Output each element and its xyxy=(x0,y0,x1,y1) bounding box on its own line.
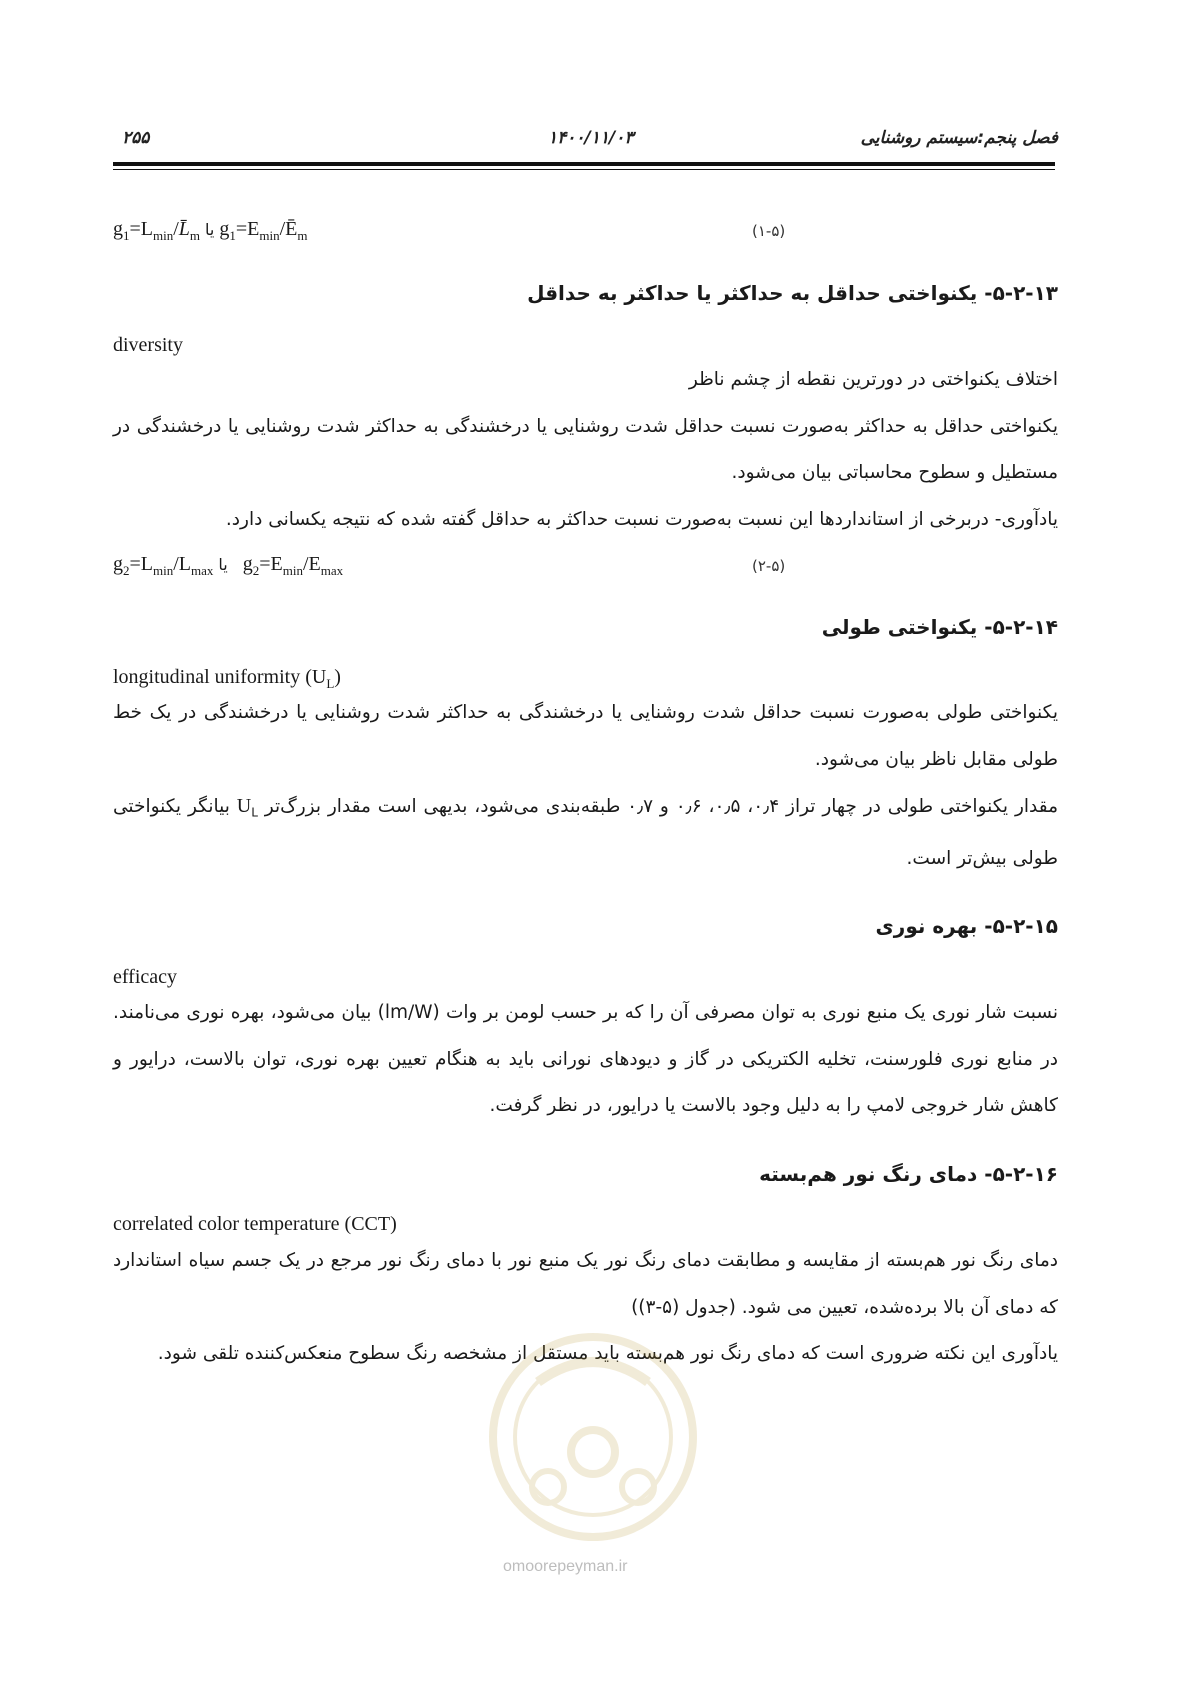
section-14-p1: یکنواختی طولی به‌صورت نسبت حداقل شدت روشنایی یا درخشندگی به حداکثر شدت روشنایی یا درخشندگی در یک خط طولی مقابل ناظر بیان می‌شود. xyxy=(113,702,1058,770)
equation-2-or: یا xyxy=(218,555,228,574)
equation-1-or: یا xyxy=(205,220,215,239)
equation-2-number: (۲-۵) xyxy=(752,557,786,575)
section-14-body xyxy=(113,690,1058,883)
equation-1: $g_1=L_{min}/L̄_m$ یا $g_1=E_{min}/Ē_m$ xyxy=(113,218,308,243)
section-14-p2: مقدار یکنواختی طولی در چهار تراز ۰٫۴، ۰٫۵، ۰٫۶ و ۰٫۷ طبقه‌بندی می‌شود، بدیهی است مقدار بزرگ‌تر $U_L$ بیانگر یکنواختی طولی بیش‌تر است. xyxy=(113,795,1058,870)
section-13-term: diversity xyxy=(113,334,183,356)
equation-2: $g_2=L_{min}/L_{max}$ یا $g_2=E_{min}/E_{max}$ xyxy=(113,553,344,578)
header-date: ۱۴۰۰/۱۱/۰۳ xyxy=(548,128,634,148)
section-14-heading: ۵-۲-۱۴- یکنواختی طولی xyxy=(821,615,1058,639)
section-15-term: efficacy xyxy=(113,966,178,988)
section-16-heading: ۵-۲-۱۶- دمای رنگ نور هم‌بسته xyxy=(759,1162,1058,1186)
equation-1-number: (۱-۵) xyxy=(752,222,786,240)
header-rule-thick xyxy=(113,162,1055,166)
section-16-p1: دمای رنگ نور هم‌بسته از مقایسه و مطابقت دمای رنگ نور یک منبع نور با دمای رنگ نور مرجع در یک جسم سیاه استاندارد که دمای آن بالا برده‌شده، تعیین می شود. (جدول (۵-۳)) xyxy=(113,1250,1058,1318)
section-15-p1: نسبت شار نوری یک منبع نوری به توان مصرفی آن را که بر حسب لومن بر وات (lm/W) بیان می‌شود، بهره نوری می‌نامند. در منابع نوری فلورسنت، تخلیه الکتریکی در گاز و دیودهای نورانی باید به هنگام تعیین بهره نوری، توان بالاست، درایور و کاهش شار خروجی لامپ را به دلیل وجود بالاست یا درایور، در نظر گرفت. xyxy=(113,1002,1058,1116)
section-16-term: correlated color temperature (CCT) xyxy=(113,1213,397,1235)
section-16-p2: یادآوری این نکته ضروری است که دمای رنگ نور هم‌بسته باید مستقل از مشخصه رنگ سطوح منعکس‌کننده تلقی شود. xyxy=(157,1343,1058,1364)
section-13-body xyxy=(113,357,1058,543)
section-14-term: longitudinal uniformity $(U_L)$ xyxy=(113,666,341,691)
watermark-seal-icon xyxy=(478,1312,708,1562)
section-13-p3: یادآوری- دربرخی از استانداردها این نسبت به‌صورت نسبت حداکثر به حداقل گفته شده که نتیجه یکسانی دارد. xyxy=(225,508,1058,530)
section-15-heading: ۵-۲-۱۵- بهره نوری xyxy=(875,914,1058,938)
watermark-url: omoorepeyman.ir xyxy=(503,1558,628,1575)
header-rule-thin xyxy=(113,169,1055,170)
section-15-body xyxy=(113,990,1058,1130)
section-13-heading: ۵-۲-۱۳- یکنواختی حداقل به حداکثر یا حداکثر به حداقل xyxy=(527,281,1058,305)
page-number: ۲۵۵ xyxy=(122,128,150,148)
section-13-p2: یکنواختی حداقل به حداکثر به‌صورت نسبت حداقل شدت روشنایی یا درخشندگی به حداکثر شدت روشنایی یا درخشندگی در مستطیل و سطوح محاسباتی بیان می‌شود. xyxy=(113,415,1058,483)
section-13-p1: اختلاف یکنواختی در دورترین نقطه از چشم ناظر xyxy=(688,369,1058,390)
chapter-title: فصل پنجم:سیستم روشنایی xyxy=(860,128,1058,148)
